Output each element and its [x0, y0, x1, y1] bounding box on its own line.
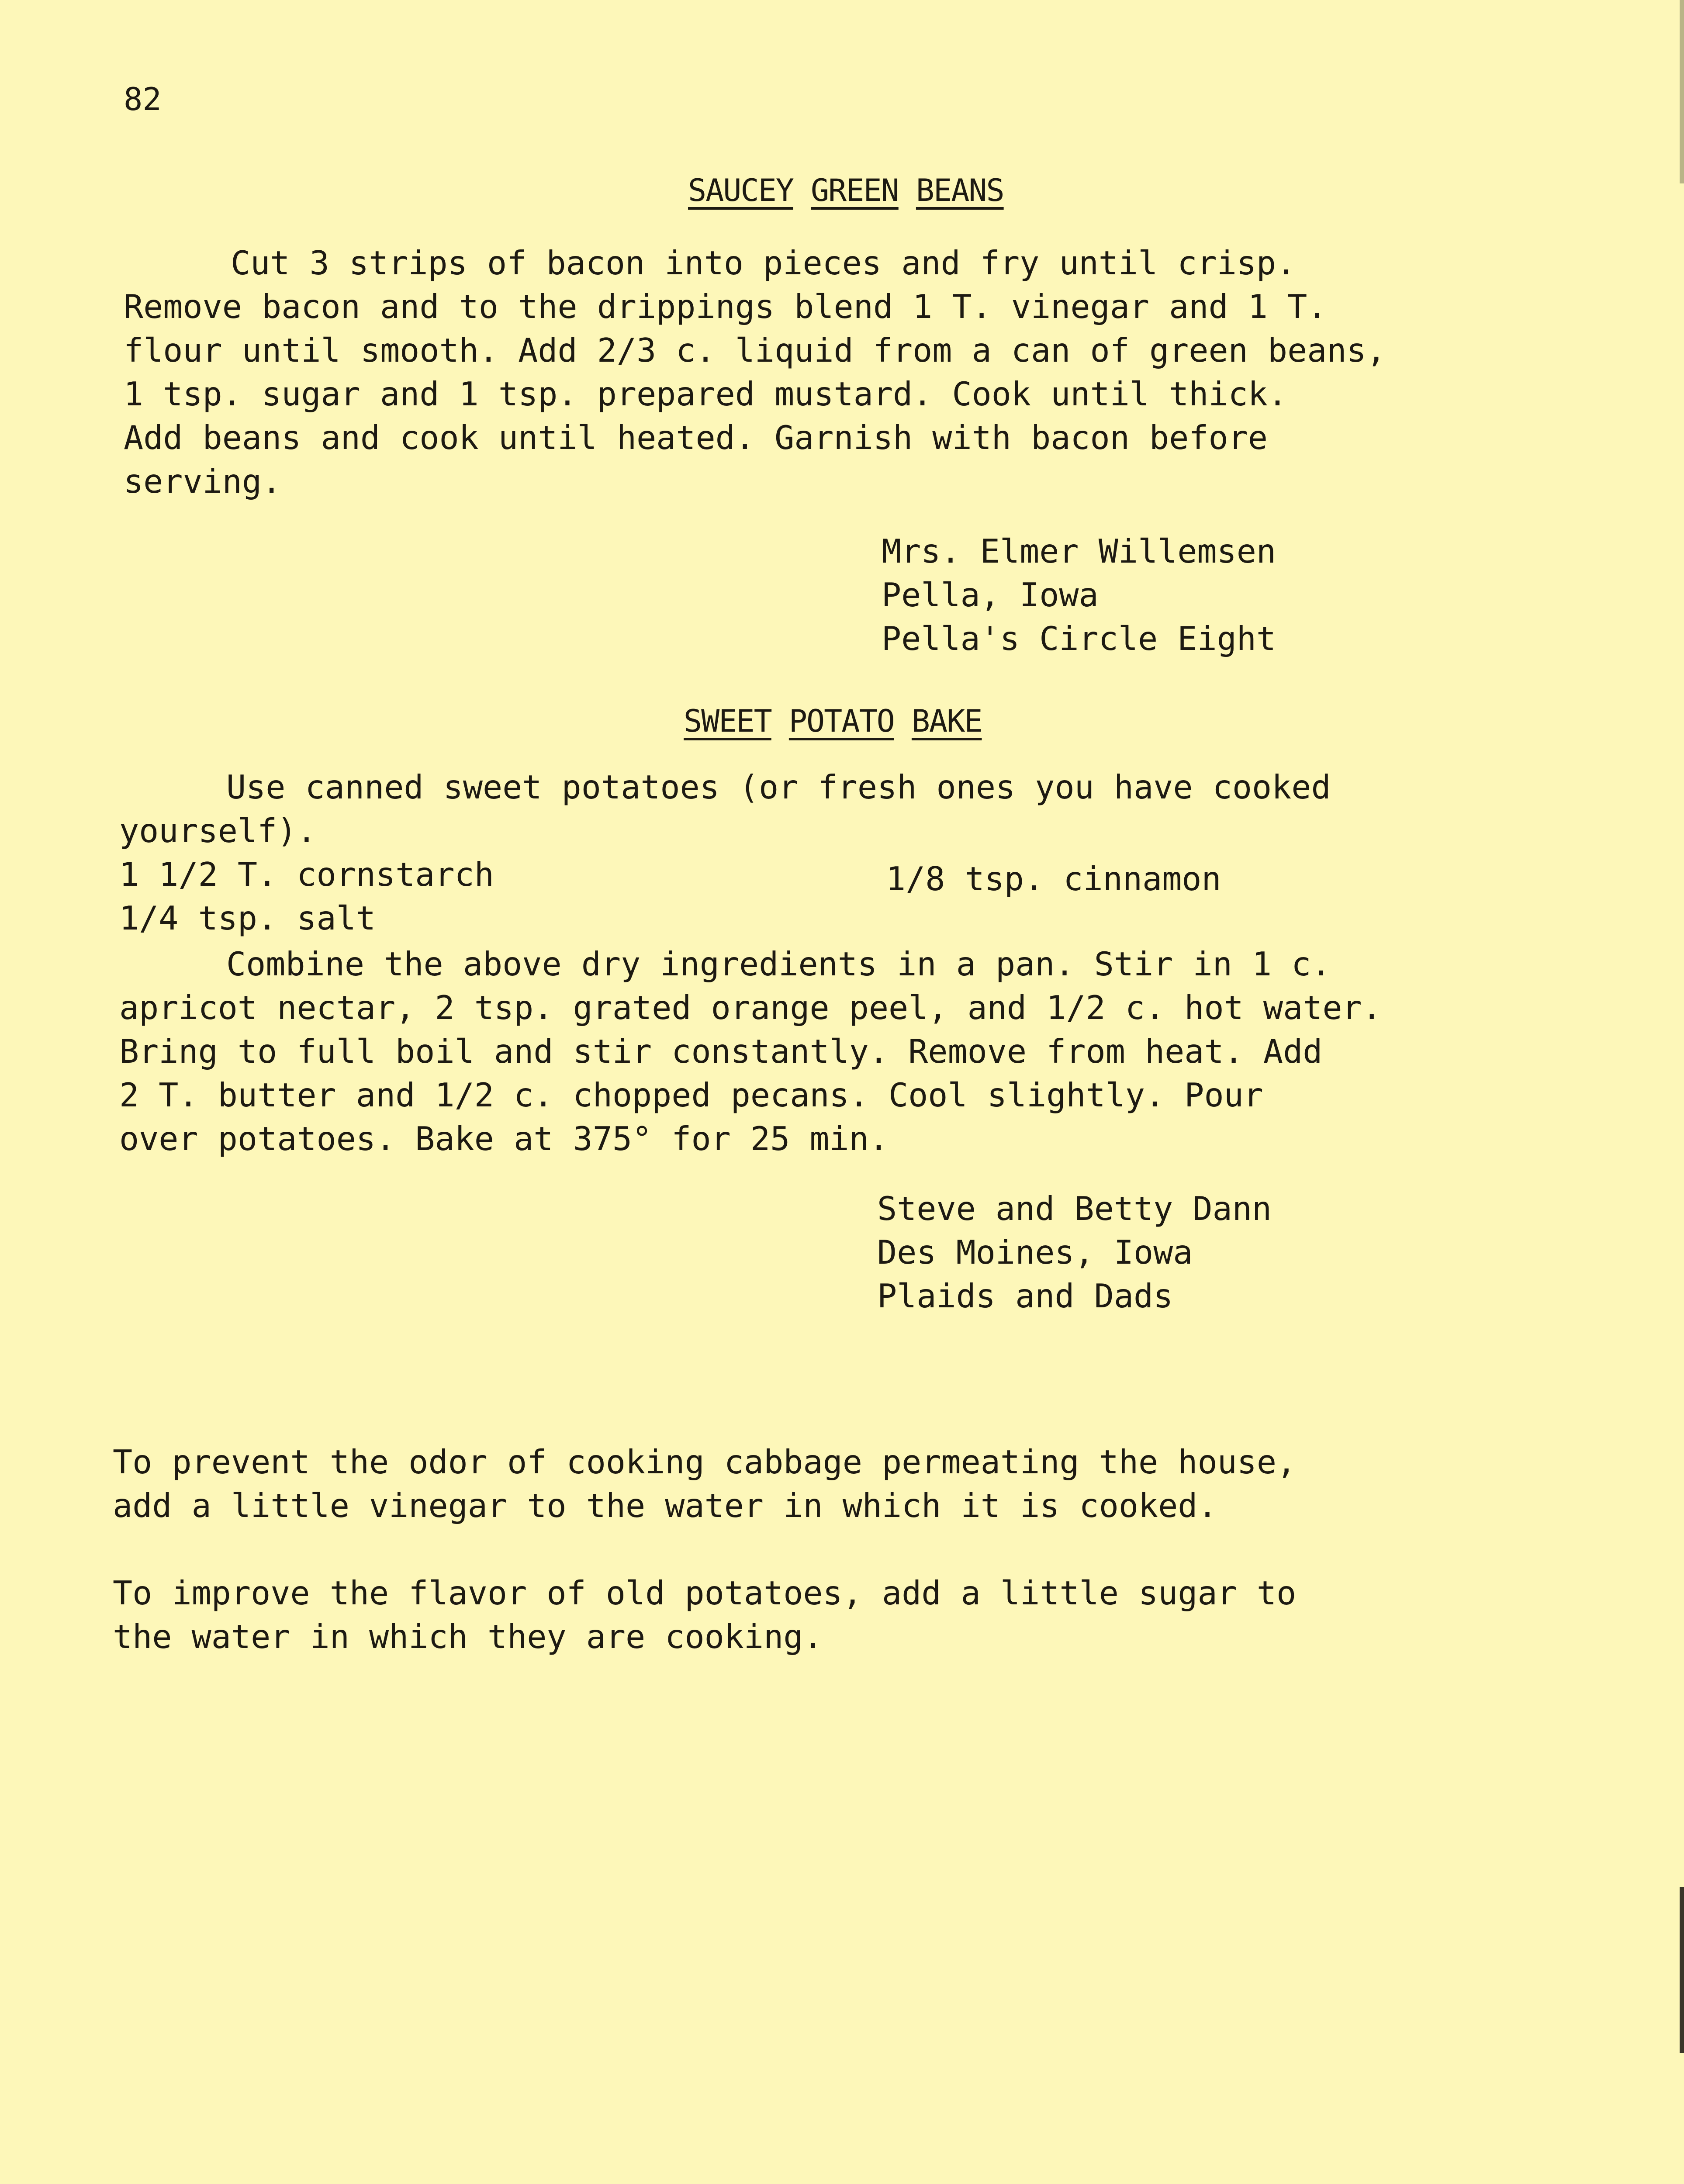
recipe-title-sweet-potato-bake — [684, 703, 982, 739]
recipe-credit-line: Pella's Circle Eight — [882, 619, 1276, 658]
title-word: SWEET — [684, 703, 771, 739]
recipe-credit-line: Mrs. Elmer Willemsen — [882, 532, 1276, 570]
recipe-body-line: flour until smooth. Add 2/3 c. liquid from a can of green beans, — [124, 331, 1386, 370]
recipe-credit-line: Des Moines, Iowa — [877, 1233, 1193, 1272]
ingredient-item: 1/8 tsp. cinnamon — [886, 860, 1221, 898]
title-word: BAKE — [911, 703, 982, 739]
title-word: SAUCEY — [688, 173, 793, 208]
recipe-title-saucey-green-beans — [688, 173, 1004, 208]
ingredient-item: 1/4 tsp. salt — [119, 899, 376, 937]
scan-edge-mark — [1680, 0, 1684, 183]
recipe-method-line: apricot nectar, 2 tsp. grated orange peel, and 1/2 c. hot water. — [119, 988, 1382, 1027]
recipe-credit-line: Pella, Iowa — [882, 576, 1099, 614]
scan-edge-mark — [1680, 1887, 1684, 2053]
recipe-method-line: Combine the above dry ingredients in a pan. Stir in 1 c. — [226, 945, 1331, 983]
recipe-body-line: serving. — [124, 462, 282, 501]
recipe-credit-line: Plaids and Dads — [877, 1277, 1173, 1315]
page-number: 82 — [124, 81, 162, 117]
tip-line: the water in which they are cooking. — [113, 1617, 823, 1656]
title-word: BEANS — [916, 173, 1004, 208]
recipe-body-line: 1 tsp. sugar and 1 tsp. prepared mustard. Cook until thick. — [124, 375, 1288, 413]
recipe-intro-line: yourself). — [119, 812, 317, 850]
title-word: POTATO — [788, 703, 894, 739]
tip-line: add a little vinegar to the water in which it is cooked. — [113, 1486, 1217, 1525]
recipe-method-line: over potatoes. Bake at 375° for 25 min. — [119, 1120, 889, 1158]
tip-line: To prevent the odor of cooking cabbage permeating the house, — [113, 1443, 1297, 1481]
recipe-credit-line: Steve and Betty Dann — [877, 1189, 1272, 1228]
recipe-method-line: 2 T. butter and 1/2 c. chopped pecans. Cool slightly. Pour — [119, 1076, 1263, 1114]
title-word: GREEN — [811, 173, 899, 208]
ingredient-item: 1 1/2 T. cornstarch — [119, 855, 494, 894]
recipe-body-line: Cut 3 strips of bacon into pieces and fry until crisp. — [231, 244, 1296, 282]
recipe-method-line: Bring to full boil and stir constantly. Remove from heat. Add — [119, 1032, 1323, 1071]
tip-line: To improve the flavor of old potatoes, add a little sugar to — [113, 1574, 1297, 1612]
recipe-intro-line: Use canned sweet potatoes (or fresh ones you have cooked — [226, 768, 1331, 806]
recipe-body-line: Add beans and cook until heated. Garnish with bacon before — [124, 418, 1268, 457]
recipe-body-line: Remove bacon and to the drippings blend 1 T. vinegar and 1 T. — [124, 287, 1327, 326]
